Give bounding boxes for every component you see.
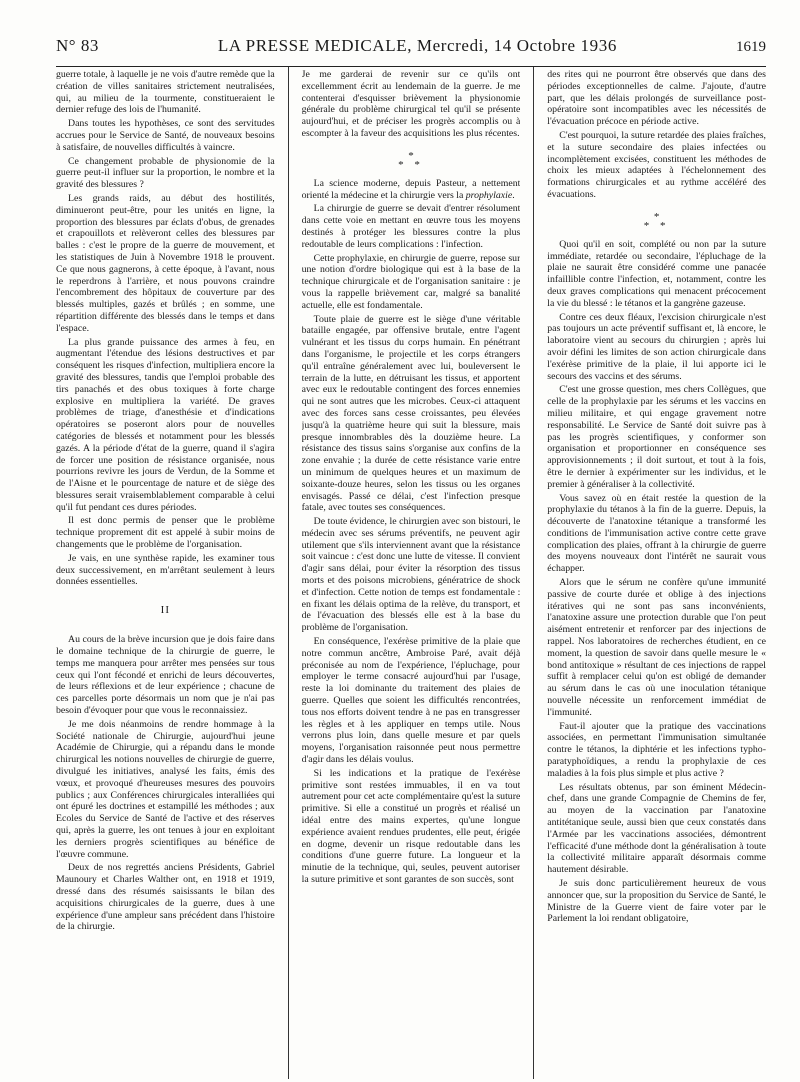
page-header <box>56 36 766 60</box>
paragraph: La plus grande puissance des armes à feu, en augmentant l'étendue des lésions destructives et par conséquent les risques d'infection, multipliera encore la gravité des blessures, tandis que l'emploi probable des tirs panachés et des obus toxiques à forte charge explosive en multipliera la variété. De graves problèmes de triage, d'anesthésie et d'indications opératoires se poseront alors pour de nouvelles catégories de blessés et notamment pour les blessés gazés. A la période d'état de la guerre, quand il s'agira de forcer une position de résistance organisée, nous pourrions revivre les jours de Verdun, de la Somme et de l'Aisne et le pourcentage de nature et de siège des blessures serait vraisemblablement comparable à celui qu'il fut pendant ces dures périodes. <box>56 336 275 513</box>
paragraph: De toute évidence, le chirurgien avec son bistouri, le médecin avec ses sérums préventifs, ne peuvent agir utilement que s'ils interviennent avant que la résistance soit vaincue : c'est donc une lutte de vitesse. Il convient d'agir sans délai, pour éviter la résorption des tissus morts et des poisons microbiens, génératrice de shock et d'infection. Cette notion de temps est fondamentale : en fixant les délais optima de la relève, du transport, et de l'évacuation des blessés elle est à la base du problème de l'organisation. <box>301 516 521 634</box>
asterisk-bottom: * * <box>643 219 670 232</box>
paragraph: Les grands raids, au début des hostilités, diminueront peut-être, pour les unités en ligne, la proportion des blessures par éclats d'obus, de grenades et crapouillots et relèveront celles des blessures par balles : c'est le propre de la guerre de mouvement, et les statistiques de Juin à Novembre 1918 le prouvent. Ce que nous gagnerons, à cette époque, à l'avant, nous le reperdrons à l'arrière, et nous pouvons craindre l'encombrement des hôpitaux de couverture par des blessés multiples, gazés et brûlés ; en somme, une répartition différente des blessés dans le temps et dans l'espace. <box>56 192 275 334</box>
column-1 <box>56 67 275 1077</box>
paragraph: Les résultats obtenus, par son éminent Médecin-chef, dans une grande Compagnie de Chemins de fer, au moyen de la vaccination par l'anatoxine antitétanique seule, aussi bien que ceux constatés dans l'Armée par les vaccinations associées, démontrent l'efficacité d'une méthode dont la généralisation à toute la collectivité militaire apparaît désormais comme hautement désirable. <box>547 781 766 876</box>
paragraph: En conséquence, l'exérèse primitive de la plaie que notre commun ancêtre, Ambroise Paré, avait déjà préconisée au nom de l'expérience, l'épluchage, pour employer le terme consacré aujourd'hui par l'usage, reste la loi dominante du traitement des plaies de guerre. Quelles que soient les difficultés rencontrées, tous nos efforts doivent tendre à ne pas en transgresser les règles et à les appliquer en temps utile. Nous verrons plus loin, dans quelle mesure et par quels moyens, l'organisation raisonnée peut nous permettre d'agir dans les délais voulus. <box>301 636 521 766</box>
paragraph: Vous savez où en était restée la question de la prophylaxie du tétanos à la fin de la guerre. Depuis, la découverte de l'anatoxine tétanique a transformé les conditions de l'immunisation active contre cette grave complication des plaies, offrant à la chirurgie de guerre des moyens nouveaux dont l'intérêt ne saurait vous échapper. <box>547 492 766 575</box>
paragraph: Faut-il ajouter que la pratique des vaccinations associées, en permettant l'immunisation simultanée contre le tétanos, la diphtérie et les infections typho-paratyphoïdiques, a rendu la prophylaxie de ces maladies à la fois plus simple et plus active ? <box>547 720 766 779</box>
paragraph: Dans toutes les hypothèses, ce sont des servitudes accrues pour le Service de Santé, de nouveaux besoins à satisfaire, de nouvelles difficultés à vaincre. <box>56 118 275 153</box>
paragraph: Quoi qu'il en soit, complété ou non par la suture immédiate, retardée ou secondaire, l'épluchage de la plaie ne saurait être considéré comme une panacée infaillible contre l'infection, et, notamment, contre les deux graves complications qui menacent précocement la vie du blessé : le tétanos et la gangrène gazeuse. <box>547 238 766 309</box>
paragraph: Si les indications et la pratique de l'exérèse primitive sont restées immuables, il en va tout autrement pour cet acte complémentaire qu'est la suture primitive. Si elle a constitué un progrès et réalisé un idéal entre des mains expertes, qu'une longue expérience avaient rendues prudentes, elle peut, érigée en dogme, devenir un risque redoutable dans les conditions d'une guerre future. La longueur et la minutie de la technique, qui, seules, peuvent autoriser la suture primitive et sont garantes de son succès, sont <box>301 767 521 885</box>
paragraph: Deux de nos regrettés anciens Présidents, Gabriel Maunoury et Charles Walther ont, en 1918 et 1919, dressé dans des résumés saisissants le bilan des acquisitions chirurgicales de la guerre, dues à une expérience d'une ampleur sans précédent dans l'histoire de la chirurgie. <box>56 862 275 933</box>
paragraph: Je me dois néanmoins de rendre hommage à la Société nationale de Chirurgie, aujourd'hui jeune Académie de Chirurgie, qui a répandu dans le monde chirurgical les notions nouvelles de chirurgie de guerre, divulgué les initiatives, analysé les faits, émis des vœux, et provoqué d'heureuses mesures des pouvoirs publics ; aux Conférences chirurgicales interalliées qui ont épuré les doctrines et estampillé les méthodes ; aux Ecoles du Service de Santé de l'active et des réserves qui, après la guerre, les ont tenues à jour en exploitant les derniers progrès scientifiques au bénéfice de l'œuvre commune. <box>56 718 275 860</box>
paragraph: C'est pourquoi, la suture retardée des plaies fraîches, et la suture secondaire des plaies infectées ou incomplètement excisées, constituent les méthodes de choix les mieux adaptées à l'échelonnement des formations chirurgicales et au rythme accéléré des évacuations. <box>547 129 766 200</box>
paragraph: des rites qui ne pourront être observés que dans des périodes exceptionnelles de calme. J'ajoute, d'autre part, que les délais prolongés de surveillance post-opératoire sont incompatibles avec les nécessités de l'évacuation précoce en période active. <box>547 69 766 128</box>
asterisk-bottom: * * <box>398 158 424 171</box>
paragraph: Cette prophylaxie, en chirurgie de guerre, repose sur une notion d'ordre biologique qui est à la base de la technique chirurgicale et de l'organisation sanitaire : je vous la rappelle brièvement car, malgré sa banalité actuelle, elle est fondamentale. <box>301 252 521 311</box>
column-2 <box>302 67 521 1077</box>
section-asterisks <box>547 210 766 232</box>
column-divider <box>533 67 534 1079</box>
paragraph: Au cours de la brève incursion que je dois faire dans le domaine technique de la chirurgie de guerre, le temps me manquera pour arrêter mes pensées sur tous ceux qui l'ont fécondé et enrichi de leurs découvertes, de leurs réflexions et de leur expérience ; chacune de ces parcelles porte désormais un nom que je n'ai pas besoin d'évoquer pour que vous le reconnaissiez. <box>56 634 275 717</box>
paragraph: La chirurgie de guerre se devait d'entrer résolument dans cette voie en mettant en œuvre tous les moyens destinés à protéger les blessures contre la plus redoutable de leurs complications : l'infection. <box>301 203 521 250</box>
section-numeral: II <box>160 604 170 617</box>
paragraph: Je vais, en une synthèse rapide, les examiner tous deux successivement, en m'arrêtant seulement à leurs données essentielles. <box>56 552 275 588</box>
paragraph: C'est une grosse question, mes chers Collègues, que celle de la prophylaxie par les sérums et les vaccins en milieu militaire, et qui engage gravement notre responsabilité. Le Service de Santé doit suivre pas à pas les progrès scientifiques, y conformer son organisation et proportionner en conséquence ses approvisionnements ; il doit surtout, et tout à la fois, être le dernier à expérimenter sur les individus, et le premier à généraliser à la collectivité. <box>547 384 766 490</box>
paragraph <box>302 178 521 202</box>
column-3 <box>547 67 766 1077</box>
paragraph: guerre totale, à laquelle je ne vois d'autre remède que la création de villes sanitaires strictement neutralisées, qui, au milieu de la tourmente, constitueraient le dernier refuge des lois de l'humanité. <box>56 69 275 116</box>
issue-number: N° 83 <box>56 36 99 55</box>
text-run: . <box>512 189 515 201</box>
paragraph: Je suis donc particulièrement heureux de vous annoncer que, sur la proposition du Service de Santé, le Ministre de la Guerre vient de faire voter par le Parlement la loi rendant obligatoire, <box>547 878 766 925</box>
asterisk-top: * <box>408 149 414 162</box>
paragraph: Contre ces deux fléaux, l'excision chirurgicale n'est pas toujours un acte préventif suffisant et, là encore, le laboratoire vient au secours du chirurgien ; après lui avoir défini les limites de son action chirurgicale dans l'exérèse primitive de la plaie, il lui apporte ici le secours des vaccins et des sérums. <box>547 311 766 382</box>
text-columns <box>56 67 766 1077</box>
paragraph: Toute plaie de guerre est le siège d'une véritable bataille engagée, par offensive brutale, entre l'agent vulnérant et les tissus du corps humain. En pénétrant dans l'organisme, le projectile et les corps étrangers qu'il entraîne généralement avec lui, bouleversent le terrain de la lutte, en détruisant les tissus, et apportent avec eux le redoutable contingent des forces ennemies qui ne sont autres que les microbes. Ceux-ci attaquent avec des forces sans cesse croissantes, peu élevées jusqu'à la quatrième heure qui suit la blessure, mais presque innombrables dès la douzième heure. La résistance des tissus sains s'organise aux confins de la zone envahie ; la durée de cette résistance varie entre un minimum de quelques heures et un maximum de soixante-douze heures, selon les tissus ou les organes envisagés. Passé ce délai, c'est l'infection presque fatale, avec toutes ses conséquences. <box>301 313 521 514</box>
page-number: 1619 <box>736 39 766 55</box>
text-run: La science moderne, depuis Pasteur, a nettement orienté la médecine et la chirurgie vers la <box>301 177 521 201</box>
section-asterisks <box>302 149 521 171</box>
journal-title: LA PRESSE MEDICALE, Mercredi, 14 Octobre 1936 <box>217 36 617 55</box>
paragraph: Alors que le sérum ne confère qu'une immunité passive de courte durée et oblige à des injections itératives qui ne sont pas sans inconvénients, l'anatoxine assure une protection durable que l'on peut aisément entretenir et renforcer par des injections de rappel. Nos laboratoires de recherches étudient, en ce moment, la question de savoir dans quelle mesure le « bond antitoxique » résultant de ces injections de rappel suffit à remplacer celui qu'on est obligé de demander au sérum dans le cas où une inoculation tétanique nouvelle nécessite un renforcement immédiat de l'immunité. <box>547 577 766 718</box>
paragraph: Je me garderai de revenir sur ce qu'ils ont excellemment écrit au lendemain de la guerre. Je me contenterai d'esquisser brièvement la physionomie générale du problème chirurgical tel qu'il se présente aujourd'hui, et de préciser les progrès accomplis ou à escompter à la faveur des acquisitions les plus récentes. <box>301 69 521 139</box>
emphasis-prophylaxie: prophylaxie <box>465 189 513 201</box>
asterisk-top: * <box>653 210 660 223</box>
paragraph: Il est donc permis de penser que le problème technique proprement dit est appelé à subir moins de changements que le problème de l'organisation. <box>56 515 275 551</box>
paragraph: Ce changement probable de physionomie de la guerre peut-il influer sur la proportion, le nombre et la gravité des blessures ? <box>56 155 275 191</box>
column-divider <box>288 67 289 1079</box>
